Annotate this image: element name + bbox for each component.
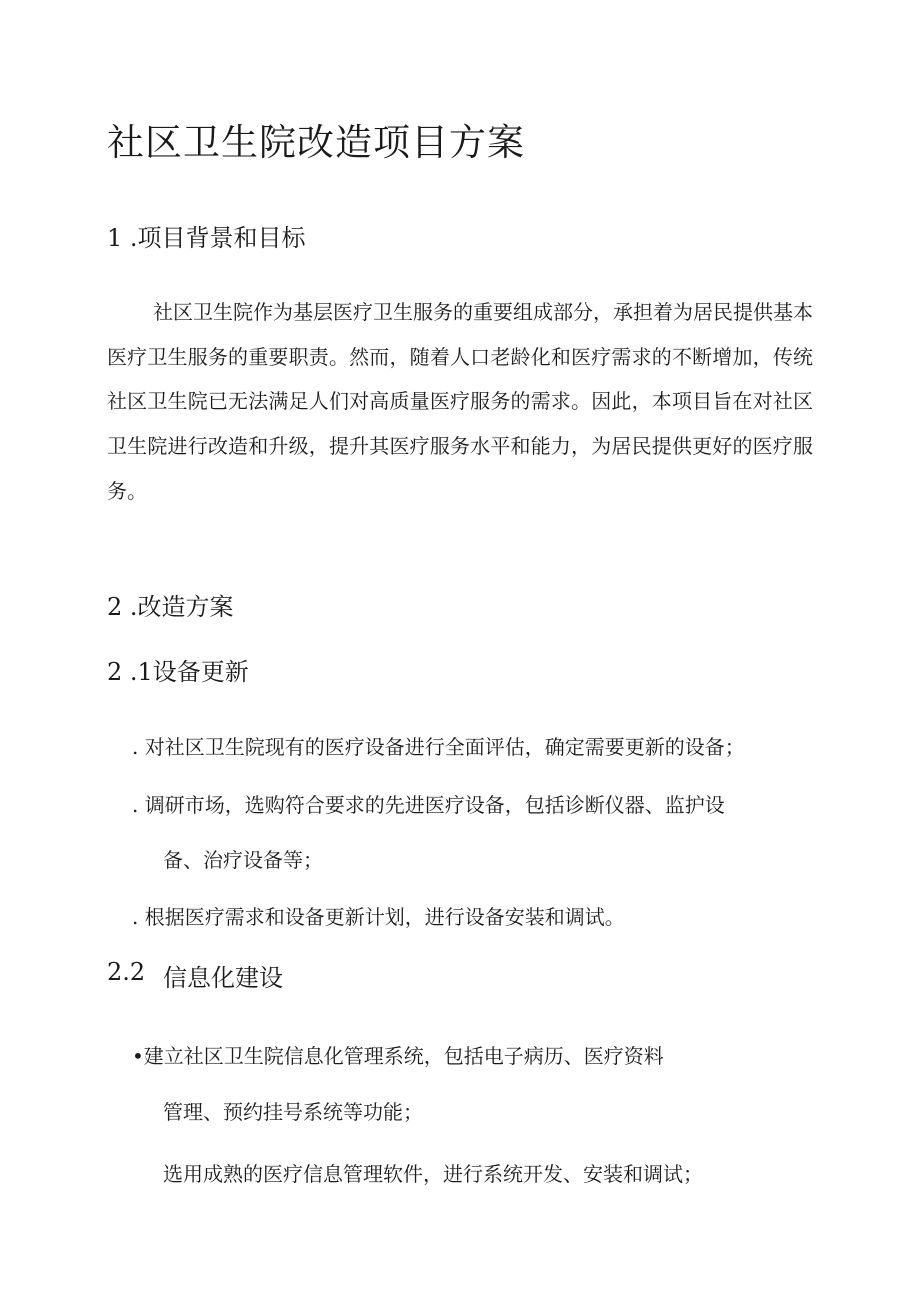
section-2-heading: 2 .改造方案 xyxy=(107,593,234,621)
list-item: . 对社区卫生院现有的医疗设备进行全面评估，确定需要更新的设备； xyxy=(132,735,745,759)
list-item-continuation: 备、治疗设备等； xyxy=(163,848,323,872)
list-item-continuation: 管理、预约挂号系统等功能； xyxy=(163,1100,423,1124)
section-1-paragraph: 社区卫生院作为基层医疗卫生服务的重要组成部分，承担着为居民提供基本医疗卫生服务的重要职责。然而，随着人口老龄化和医疗需求的不断增加，传统社区卫生院已无法满足人们对高质量医疗服务的需求。因此，本项目旨在对社区卫生院进行改造和升级，提升其医疗服务水平和能力，为居民提供更好的医疗服务。 xyxy=(107,300,813,503)
list-item: 选用成熟的医疗信息管理软件，进行系统开发、安装和调试； xyxy=(163,1162,703,1186)
list-item: . 调研市场，选购符合要求的先进医疗设备，包括诊断仪器、监护设 xyxy=(132,793,725,817)
section-2-2-number: 2.2 xyxy=(107,958,146,986)
list-item: . 根据医疗需求和设备更新计划，进行设备安装和调试。 xyxy=(132,905,625,929)
section-2-2-label: 信息化建设 xyxy=(163,964,283,992)
document-title: 社区卫生院改造项目方案 xyxy=(107,121,525,164)
list-item: •建立社区卫生院信息化管理系统，包括电子病历、医疗资料 xyxy=(132,1044,664,1068)
section-2-1-heading: 2 .1设备更新 xyxy=(107,658,249,686)
section-1-heading: 1 .项目背景和目标 xyxy=(107,224,306,252)
